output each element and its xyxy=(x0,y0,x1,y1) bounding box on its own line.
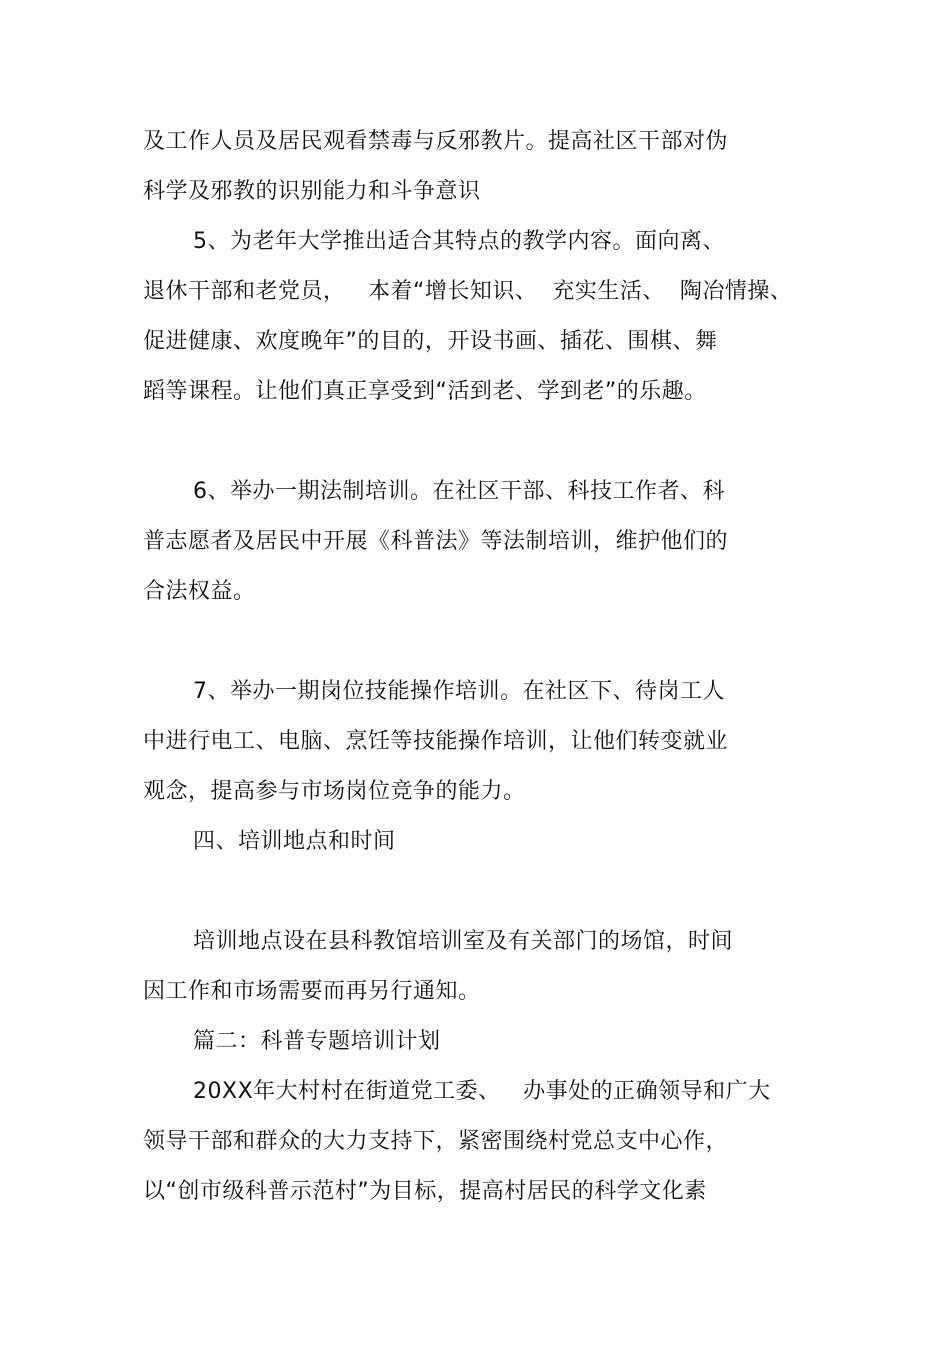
text-line: 中进行电工、电脑、烹饪等技能操作培训，让他们转变就业 xyxy=(143,729,729,754)
text-line: 蹈等课程。让他们真正享受到“活到老、学到老”的乐趣。 xyxy=(143,379,707,404)
text-line: 观念，提高参与市场岗位竞争的能力。 xyxy=(143,779,526,804)
text-line: 领导干部和群众的大力支持下，紧密围绕村党总支中心作， xyxy=(143,1129,729,1154)
text-line: 5、为老年大学推出适合其特点的教学内容。面向离、 xyxy=(193,229,725,254)
text-line: 因工作和市场需要而再另行通知。 xyxy=(143,979,481,1004)
text-line: 20XX年大村村在街道党工委、 办事处的正确领导和广大 xyxy=(193,1079,771,1104)
text-line: 促进健康、欢度晚年”的目的，开设书画、插花、围棋、舞 xyxy=(143,329,718,354)
section-heading: 四、培训地点和时间 xyxy=(193,829,396,854)
text-line: 及工作人员及居民观看禁毒与反邪教片。提高社区干部对伪 xyxy=(143,129,729,154)
text-line: 6、举办一期法制培训。在社区干部、科技工作者、科 xyxy=(193,479,725,504)
text-line: 普志愿者及居民中开展《科普法》等法制培训，维护他们的 xyxy=(143,529,729,554)
text-line: 培训地点设在县科教馆培训室及有关部门的场馆，时间 xyxy=(193,929,734,954)
section-heading: 篇二：科普专题培训计划 xyxy=(193,1029,441,1054)
text-line: 7、举办一期岗位技能操作培训。在社区下、待岗工人 xyxy=(193,679,725,704)
text-line: 退休干部和老党员， 本着“增长知识、 充实生活、 陶冶情操、 xyxy=(143,279,793,304)
text-line: 科学及邪教的识别能力和斗争意识 xyxy=(143,179,481,204)
text-line: 以“创市级科普示范村”为目标，提高村居民的科学文化素 xyxy=(143,1179,707,1204)
text-line: 合法权益。 xyxy=(143,579,256,604)
